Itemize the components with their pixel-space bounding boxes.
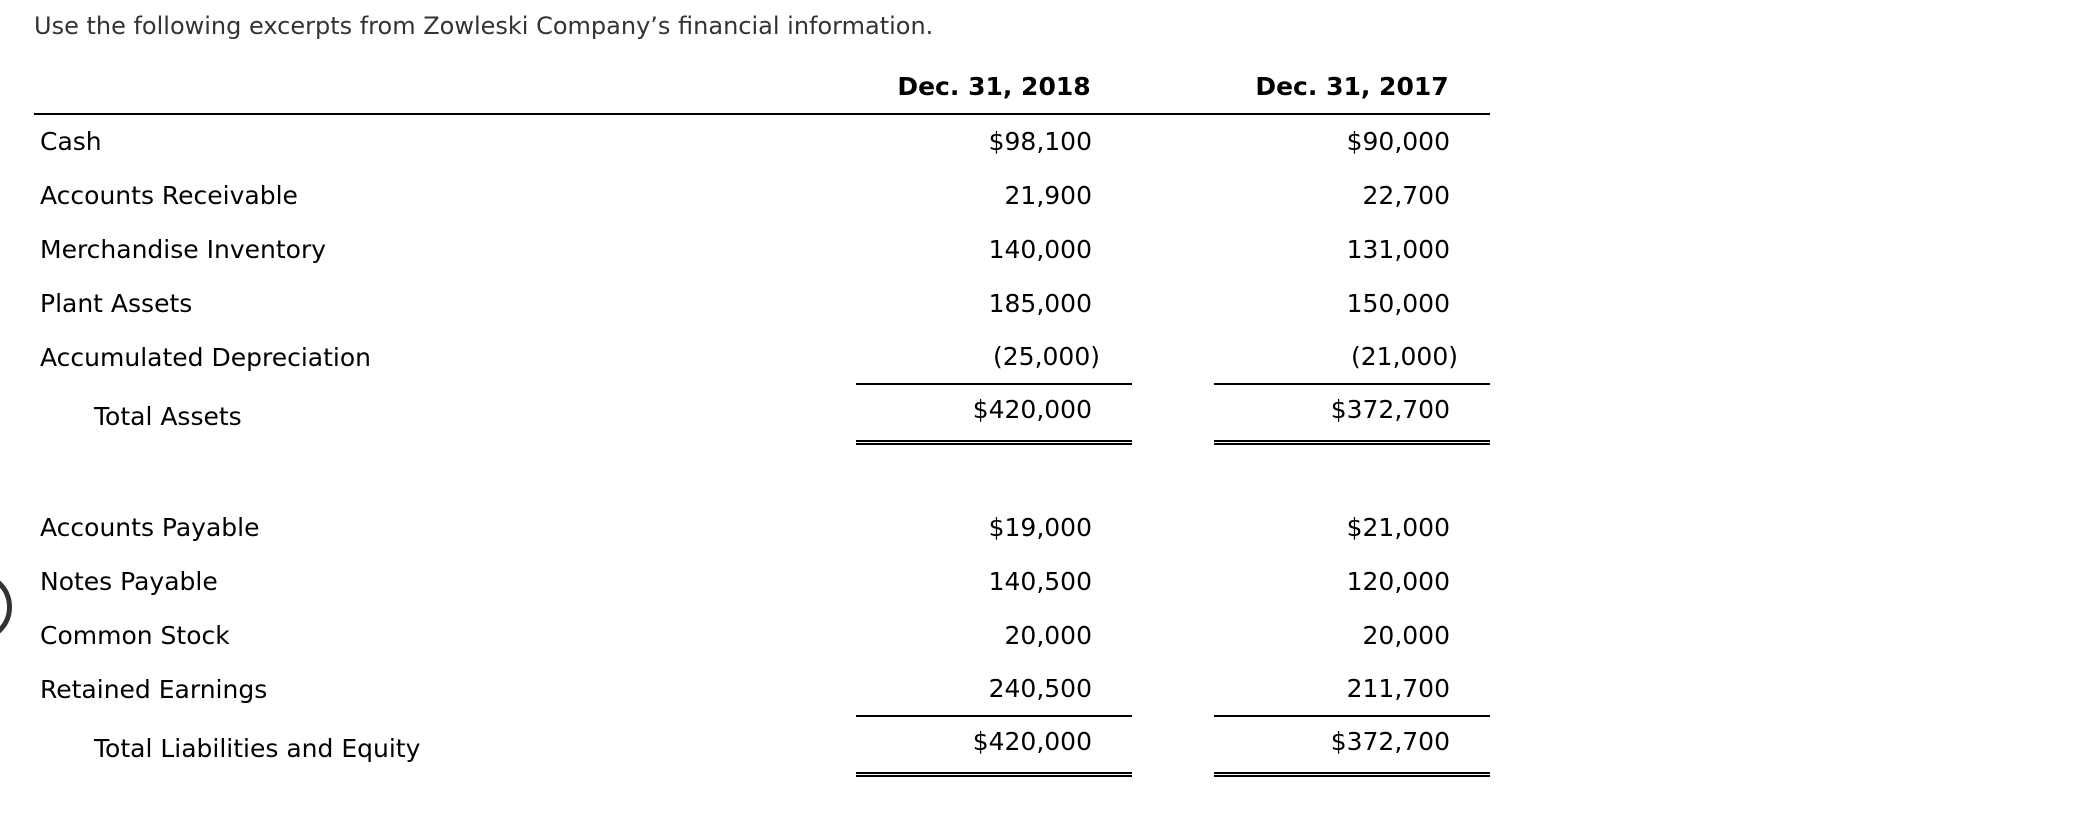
cell-value-2017: 120,000 bbox=[1346, 566, 1450, 596]
row-label-merchandise-inventory: Merchandise Inventory bbox=[40, 234, 327, 264]
row-label-notes-payable: Notes Payable bbox=[40, 566, 218, 596]
table-row bbox=[34, 222, 1490, 276]
row-label-total-liabilities-equity: Total Liabilities and Equity bbox=[94, 733, 421, 763]
row-label-cash: Cash bbox=[40, 127, 102, 156]
total-value-2017: $372,700 bbox=[1214, 716, 1490, 774]
row-label-retained-earnings: Retained Earnings bbox=[40, 674, 268, 704]
cell-value-2018: 240,500 bbox=[856, 662, 1132, 716]
section-spacer bbox=[34, 442, 1490, 500]
financial-table bbox=[34, 64, 1490, 777]
row-label-accounts-payable: Accounts Payable bbox=[40, 512, 260, 542]
cell-value-2018: (25,000) bbox=[856, 330, 1132, 384]
cell-value-2017: 22,700 bbox=[1362, 180, 1450, 210]
row-label-common-stock: Common Stock bbox=[40, 620, 230, 650]
cell-value-2017: 131,000 bbox=[1346, 234, 1450, 264]
scroll-circle-icon bbox=[0, 572, 12, 642]
table-row bbox=[34, 500, 1490, 554]
table-row bbox=[34, 168, 1490, 222]
cell-value-2017: $90,000 bbox=[1346, 127, 1450, 156]
intro-text: Use the following excerpts from Zowleski Company’s financial information. bbox=[34, 12, 934, 40]
cell-value-2018: 140,000 bbox=[988, 234, 1092, 264]
table-header-row bbox=[34, 64, 1490, 114]
cell-value-2018: 20,000 bbox=[1004, 620, 1092, 650]
total-assets-row bbox=[34, 384, 1490, 442]
table-row bbox=[34, 608, 1490, 662]
table-row bbox=[34, 330, 1490, 384]
table-row bbox=[34, 662, 1490, 716]
cell-value-2018: 21,900 bbox=[1004, 180, 1092, 210]
total-value-2017: $372,700 bbox=[1214, 384, 1490, 442]
cell-value-2018: $19,000 bbox=[988, 512, 1092, 542]
row-label-accumulated-depreciation: Accumulated Depreciation bbox=[40, 342, 371, 372]
cell-value-2018: $98,100 bbox=[988, 127, 1092, 156]
row-label-accounts-receivable: Accounts Receivable bbox=[40, 180, 298, 210]
cell-value-2017: 211,700 bbox=[1214, 662, 1490, 716]
total-liabilities-equity-row bbox=[34, 716, 1490, 774]
total-value-2018: $420,000 bbox=[856, 716, 1132, 774]
cell-value-2017: 150,000 bbox=[1346, 288, 1450, 318]
row-label-total-assets: Total Assets bbox=[94, 401, 242, 431]
header-blank bbox=[34, 64, 856, 114]
header-gap bbox=[1132, 64, 1214, 114]
table-row bbox=[34, 554, 1490, 608]
table-row bbox=[34, 276, 1490, 330]
cell-value-2017: 20,000 bbox=[1362, 620, 1450, 650]
table-row bbox=[34, 114, 1490, 168]
column-header-2017: Dec. 31, 2017 bbox=[1214, 64, 1490, 114]
cell-value-2018: 140,500 bbox=[988, 566, 1092, 596]
column-header-2018: Dec. 31, 2018 bbox=[856, 64, 1132, 114]
row-label-plant-assets: Plant Assets bbox=[40, 288, 193, 318]
cell-value-2017: $21,000 bbox=[1346, 512, 1450, 542]
cell-value-2018: 185,000 bbox=[988, 288, 1092, 318]
total-value-2018: $420,000 bbox=[856, 384, 1132, 442]
cell-value-2017: (21,000) bbox=[1214, 330, 1490, 384]
